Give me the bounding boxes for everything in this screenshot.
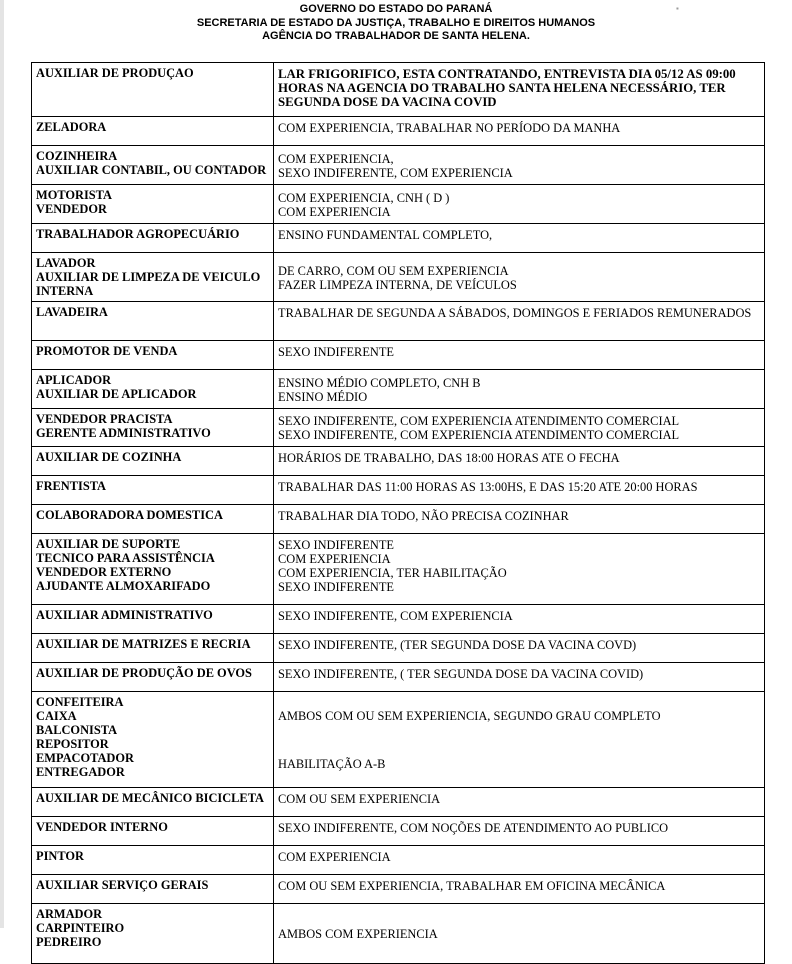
job-requirements-cell xyxy=(274,505,765,534)
job-requirement: ENSINO FUNDAMENTAL COMPLETO, xyxy=(278,228,493,242)
job-title: TRABALHADOR AGROPECUÁRIO xyxy=(36,227,240,241)
job-requirement: TRABALHAR DE SEGUNDA A SÁBADOS, DOMINGOS E FERIADOS REMUNERADOS xyxy=(278,306,752,320)
job-title-cell xyxy=(32,302,274,341)
job-title: CARPINTEIRO xyxy=(36,921,125,935)
job-requirement: AMBOS COM OU SEM EXPERIENCIA, SEGUNDO GRAU COMPLETO xyxy=(278,709,661,723)
job-title: CAIXA xyxy=(36,709,77,723)
table-row xyxy=(32,875,765,904)
job-title: AUXILIAR SERVIÇO GERAIS xyxy=(36,878,209,892)
job-requirement: ENSINO MÉDIO xyxy=(278,389,368,404)
job-vacancies-table xyxy=(31,62,765,964)
job-title: PEDREIRO xyxy=(36,935,102,949)
job-title-cell xyxy=(32,341,274,370)
job-title: VENDEDOR INTERNO xyxy=(36,820,168,834)
table-row xyxy=(32,605,765,634)
job-title-cell xyxy=(32,634,274,663)
job-requirement: SEXO INDIFERENTE, COM EXPERIENCIA xyxy=(278,609,513,623)
job-title-cell xyxy=(32,663,274,692)
job-requirement: HORÁRIOS DE TRABALHO, DAS 18:00 HORAS ATE O FECHA xyxy=(278,451,620,465)
job-requirements-cell xyxy=(274,302,765,341)
job-title: PINTOR xyxy=(36,849,84,863)
job-title-cell xyxy=(32,788,274,817)
job-title-cell xyxy=(32,224,274,253)
job-requirements-cell xyxy=(274,634,765,663)
job-requirements-cell xyxy=(274,692,765,788)
job-requirements-cell xyxy=(274,253,765,302)
job-title-cell xyxy=(32,146,274,185)
job-requirement: SEXO INDIFERENTE, COM NOÇÕES DE ATENDIMENTO AO PUBLICO xyxy=(278,821,669,835)
table-row xyxy=(32,302,765,341)
job-title-cell xyxy=(32,534,274,605)
job-requirement: COM EXPERIENCIA, TER HABILITAÇÃO xyxy=(278,566,507,580)
job-title: ARMADOR xyxy=(36,907,103,921)
job-requirement: SEXO INDIFERENTE, COM EXPERIENCIA ATENDIMENTO COMERCIAL xyxy=(278,428,680,442)
job-requirement: COM OU SEM EXPERIENCIA xyxy=(278,792,441,806)
job-requirement: FAZER LIMPEZA INTERNA, DE VEÍCULOS xyxy=(278,277,517,292)
job-title: REPOSITOR xyxy=(36,737,109,751)
job-requirements-cell xyxy=(274,476,765,505)
job-requirement: SEXO INDIFERENTE xyxy=(278,580,394,594)
job-requirement: SEXO INDIFERENTE, COM EXPERIENCIA ATENDIMENTO COMERCIAL xyxy=(278,414,680,428)
job-requirement: SEXO INDIFERENTE xyxy=(278,345,394,359)
job-title: AUXILIAR DE PRODUÇÃO DE OVOS xyxy=(36,666,252,680)
job-title: VENDEDOR PRACISTA xyxy=(36,412,173,426)
table-row xyxy=(32,224,765,253)
job-title: VENDEDOR EXTERNO xyxy=(36,565,172,579)
job-requirements-cell xyxy=(274,788,765,817)
job-requirements-cell xyxy=(274,663,765,692)
job-requirement: DE CARRO, COM OU SEM EXPERIENCIA xyxy=(278,263,509,278)
job-requirements-cell xyxy=(274,409,765,447)
job-title-cell xyxy=(32,63,274,117)
table-row xyxy=(32,534,765,605)
table-row xyxy=(32,692,765,788)
job-title: LAVADEIRA xyxy=(36,305,108,319)
job-title: COLABORADORA DOMESTICA xyxy=(36,508,223,522)
job-title: TECNICO PARA ASSISTÊNCIA xyxy=(36,551,215,565)
job-title: AUXILIAR CONTABIL, OU CONTADOR xyxy=(36,163,267,177)
job-requirements-cell xyxy=(274,846,765,875)
job-title: AUXILIAR DE COZINHA xyxy=(36,450,182,464)
job-requirements-cell xyxy=(274,341,765,370)
job-title-cell xyxy=(32,370,274,409)
job-requirements-cell xyxy=(274,447,765,476)
job-requirement: SEXO INDIFERENTE, ( TER SEGUNDA DOSE DA VACINA COVID) xyxy=(278,667,644,681)
job-requirement: COM EXPERIENCIA, xyxy=(278,151,394,166)
job-title: AUXILIAR DE APLICADOR xyxy=(36,387,197,401)
job-title: GERENTE ADMINISTRATIVO xyxy=(36,426,211,440)
job-title: FRENTISTA xyxy=(36,479,106,493)
job-requirement: COM OU SEM EXPERIENCIA, TRABALHAR EM OFICINA MECÂNICA xyxy=(278,879,666,893)
job-requirements-cell xyxy=(274,875,765,904)
header-secretariat: SECRETARIA DE ESTADO DA JUSTIÇA, TRABALHO E DIREITOS HUMANOS xyxy=(196,17,596,29)
job-title: CONFEITEIRA xyxy=(36,695,124,709)
job-title: COZINHEIRA xyxy=(36,149,118,163)
job-title-cell xyxy=(32,185,274,224)
table-row xyxy=(32,634,765,663)
job-title: ENTREGADOR xyxy=(36,765,125,779)
job-title-cell xyxy=(32,447,274,476)
job-requirements-cell xyxy=(274,605,765,634)
table-row xyxy=(32,846,765,875)
job-title: BALCONISTA xyxy=(36,723,118,737)
job-requirement: SEXO INDIFERENTE xyxy=(278,538,394,552)
job-title: AUXILIAR DE PRODUÇAO xyxy=(36,66,194,80)
table-row xyxy=(32,788,765,817)
job-requirements-cell xyxy=(274,817,765,846)
job-requirement: COM EXPERIENCIA xyxy=(278,850,391,864)
table-row xyxy=(32,476,765,505)
job-title: EMPACOTADOR xyxy=(36,751,134,765)
job-title-cell xyxy=(32,605,274,634)
job-requirements-cell xyxy=(274,146,765,185)
table-row xyxy=(32,370,765,409)
table-row xyxy=(32,409,765,447)
job-requirements-cell xyxy=(274,63,765,117)
table-row xyxy=(32,146,765,185)
job-requirements-cell xyxy=(274,185,765,224)
job-title: INTERNA xyxy=(36,284,94,298)
job-title: LAVADOR xyxy=(36,256,96,270)
job-requirement: ENSINO MÉDIO COMPLETO, CNH B xyxy=(278,375,481,390)
table-row xyxy=(32,341,765,370)
job-title-cell xyxy=(32,846,274,875)
table-row xyxy=(32,904,765,964)
table-row xyxy=(32,117,765,146)
job-requirement: SEXO INDIFERENTE, COM EXPERIENCIA xyxy=(278,165,513,180)
job-title-cell xyxy=(32,505,274,534)
job-title: VENDEDOR xyxy=(36,202,107,216)
job-requirement: TRABALHAR DAS 11:00 HORAS AS 13:00HS, E DAS 15:20 ATE 20:00 HORAS xyxy=(278,480,698,494)
job-requirement: COM EXPERIENCIA, CNH ( D ) xyxy=(278,190,450,205)
job-title-cell xyxy=(32,904,274,964)
job-requirement: AMBOS COM EXPERIENCIA xyxy=(278,927,438,941)
job-title: AUXILIAR DE MECÂNICO BICICLETA xyxy=(36,791,264,805)
job-requirements-cell xyxy=(274,370,765,409)
header-agency: AGÊNCIA DO TRABALHADOR DE SANTA HELENA. xyxy=(262,30,530,42)
job-title: AUXILIAR ADMINISTRATIVO xyxy=(36,608,213,622)
job-requirement: COM EXPERIENCIA xyxy=(278,204,391,219)
job-title: AUXILIAR DE LIMPEZA DE VEICULO xyxy=(36,270,261,284)
table-row xyxy=(32,505,765,534)
job-title-cell xyxy=(32,253,274,302)
job-title-cell xyxy=(32,817,274,846)
job-title-cell xyxy=(32,409,274,447)
job-requirement: LAR FRIGORIFICO, ESTA CONTRATANDO, ENTREVISTA DIA 05/12 AS 09:00 HORAS NA AGENCIA DO TRABALHO SANTA HELENA NECESSÁRIO, TER SEGUNDA DOSE DA VACINA COVID xyxy=(278,67,736,109)
corner-mark: ▪ xyxy=(676,4,679,13)
job-requirement: TRABALHAR DIA TODO, NÃO PRECISA COZINHAR xyxy=(278,509,569,523)
job-requirement: COM EXPERIENCIA xyxy=(278,552,391,566)
job-requirements-cell xyxy=(274,117,765,146)
job-title-cell xyxy=(32,117,274,146)
table-row xyxy=(32,63,765,117)
job-requirement: HABILITAÇÃO A-B xyxy=(278,757,386,771)
job-requirement: COM EXPERIENCIA, TRABALHAR NO PERÍODO DA MANHA xyxy=(278,121,621,135)
job-title-cell xyxy=(32,476,274,505)
header-government: GOVERNO DO ESTADO DO PARANÁ xyxy=(299,3,493,15)
job-title-cell xyxy=(32,875,274,904)
job-requirement: SEXO INDIFERENTE, (TER SEGUNDA DOSE DA VACINA COVD) xyxy=(278,638,637,652)
table-row xyxy=(32,663,765,692)
job-title-cell xyxy=(32,692,274,788)
job-title: PROMOTOR DE VENDA xyxy=(36,344,178,358)
job-requirements-cell xyxy=(274,534,765,605)
job-title: APLICADOR xyxy=(36,373,112,387)
table-row xyxy=(32,185,765,224)
table-row xyxy=(32,447,765,476)
job-title: AUXILIAR DE MATRIZES E RECRIA xyxy=(36,637,251,651)
table-row xyxy=(32,817,765,846)
page-left-edge xyxy=(0,0,4,928)
job-title: MOTORISTA xyxy=(36,188,112,202)
job-title: AUXILIAR DE SUPORTE xyxy=(36,537,181,551)
job-title: ZELADORA xyxy=(36,120,107,134)
job-requirements-cell xyxy=(274,904,765,964)
table-row xyxy=(32,253,765,302)
job-title: AJUDANTE ALMOXARIFADO xyxy=(36,579,211,593)
job-requirements-cell xyxy=(274,224,765,253)
